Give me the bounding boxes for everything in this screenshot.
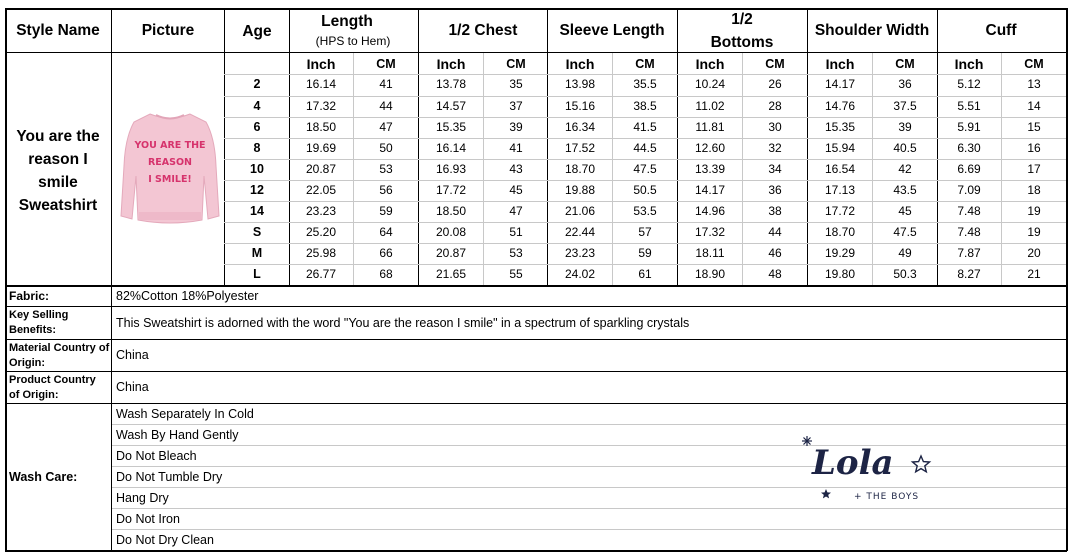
size-cell-len-in: 19.69 — [305, 141, 337, 155]
size-cell-bottom-in: 10.24 — [694, 77, 726, 91]
product-name-line: You are the — [16, 128, 100, 145]
wash-care-item: Wash Separately In Cold — [116, 407, 254, 421]
unit-cm: CM — [506, 57, 526, 71]
size-cell-bottom-cm: 28 — [768, 99, 782, 113]
size-cell-sleeve-cm: 53.5 — [633, 204, 657, 218]
size-cell-len-cm: 59 — [379, 204, 393, 218]
size-cell-cuff-in: 5.51 — [957, 99, 981, 113]
size-cell-len-in: 17.32 — [305, 99, 337, 113]
size-cell-chest-in: 13.78 — [435, 77, 467, 91]
size-cell-sleeve-cm: 61 — [638, 267, 652, 281]
size-cell-len-cm: 66 — [379, 246, 393, 260]
unit-cm: CM — [376, 57, 396, 71]
size-cell-len-cm: 47 — [379, 120, 393, 134]
size-cell-bottom-cm: 26 — [768, 77, 782, 91]
product-name-line: smile — [38, 174, 78, 191]
size-cell-cuff-cm: 13 — [1027, 77, 1041, 91]
size-age-cell: S — [252, 225, 262, 239]
star-outline-icon — [913, 456, 930, 472]
size-cell-chest-cm: 39 — [509, 120, 523, 134]
size-cell-sleeve-cm: 35.5 — [633, 77, 657, 91]
wash-care-item: Wash By Hand Gently — [116, 428, 239, 442]
size-cell-cuff-cm: 20 — [1027, 246, 1041, 260]
size-cell-cuff-cm: 19 — [1027, 204, 1041, 218]
size-cell-chest-in: 18.50 — [435, 204, 467, 218]
size-cell-len-in: 16.14 — [305, 77, 337, 91]
size-age-cell: 10 — [250, 162, 264, 176]
size-cell-sleeve-in: 17.52 — [564, 141, 596, 155]
product-name-line: reason I — [28, 151, 88, 168]
size-cell-shoulder-cm: 49 — [898, 246, 912, 260]
size-cell-shoulder-in: 16.54 — [824, 162, 856, 176]
size-age-cell: 4 — [253, 99, 261, 113]
size-age-cell: L — [253, 267, 261, 281]
wash-care-item: Do Not Bleach — [116, 449, 197, 463]
size-cell-shoulder-in: 18.70 — [824, 225, 856, 239]
size-cell-len-in: 22.05 — [305, 183, 337, 197]
header-cuff: Cuff — [985, 22, 1017, 39]
size-cell-shoulder-cm: 45 — [898, 204, 912, 218]
size-cell-cuff-cm: 17 — [1027, 162, 1041, 176]
size-cell-chest-in: 16.93 — [435, 162, 467, 176]
size-cell-bottom-in: 17.32 — [694, 225, 726, 239]
size-cell-bottom-in: 12.60 — [694, 141, 726, 155]
wash-care-label: Wash Care: — [9, 470, 78, 484]
size-cell-sleeve-in: 16.34 — [564, 120, 596, 134]
asterisk-icon — [802, 436, 812, 446]
size-age-cell: M — [251, 246, 263, 260]
logo-main-text: Lola — [812, 443, 894, 483]
size-cell-shoulder-in: 19.29 — [824, 246, 856, 260]
star-icon — [821, 489, 831, 498]
fabric-label: Fabric: — [9, 289, 50, 303]
size-cell-cuff-in: 5.12 — [957, 77, 981, 91]
size-cell-bottom-cm: 48 — [768, 267, 782, 281]
size-cell-chest-cm: 41 — [509, 141, 523, 155]
size-cell-cuff-cm: 18 — [1027, 183, 1041, 197]
size-cell-len-in: 25.20 — [305, 225, 337, 239]
size-cell-chest-cm: 37 — [509, 99, 523, 113]
size-cell-cuff-in: 6.30 — [957, 141, 981, 155]
size-cell-len-cm: 64 — [379, 225, 393, 239]
size-cell-len-cm: 44 — [379, 99, 393, 113]
key-selling-benefits-label: Key Selling Benefits: — [9, 309, 69, 336]
product-country-label: Product Country of Origin: — [9, 374, 96, 401]
size-cell-bottom-in: 14.96 — [694, 204, 726, 218]
size-cell-chest-in: 14.57 — [435, 99, 467, 113]
size-cell-len-cm: 68 — [379, 267, 393, 281]
size-cell-bottom-cm: 36 — [768, 183, 782, 197]
size-cell-sleeve-cm: 50.5 — [633, 183, 657, 197]
wash-care-item: Do Not Iron — [116, 512, 180, 526]
size-cell-chest-in: 15.35 — [435, 120, 467, 134]
size-cell-shoulder-cm: 47.5 — [893, 225, 917, 239]
header-shoulder-width: Shoulder Width — [814, 22, 930, 39]
size-cell-len-in: 25.98 — [305, 246, 337, 260]
size-cell-sleeve-in: 15.16 — [564, 99, 596, 113]
size-age-cell: 14 — [250, 204, 264, 218]
product-name-line: Sweatshirt — [18, 197, 98, 214]
size-age-cell: 2 — [253, 77, 261, 91]
size-cell-chest-in: 21.65 — [435, 267, 467, 281]
size-cell-len-in: 18.50 — [305, 120, 337, 134]
size-cell-cuff-cm: 14 — [1027, 99, 1041, 113]
size-cell-cuff-cm: 15 — [1027, 120, 1041, 134]
size-cell-bottom-in: 14.17 — [694, 183, 726, 197]
wash-care-item: Do Not Tumble Dry — [116, 470, 223, 484]
size-cell-sleeve-in: 24.02 — [564, 267, 596, 281]
header-length-sub: (HPS to Hem) — [315, 34, 391, 48]
unit-inch: Inch — [695, 56, 725, 72]
wash-care-item: Do Not Dry Clean — [116, 533, 214, 547]
material-country-label: Material Country of Origin: — [9, 342, 110, 369]
header-half-bottoms-2: Bottoms — [710, 34, 774, 51]
size-cell-sleeve-cm: 44.5 — [633, 141, 657, 155]
size-cell-bottom-in: 11.81 — [695, 120, 725, 134]
size-cell-shoulder-cm: 50.3 — [893, 267, 917, 281]
size-cell-sleeve-cm: 59 — [638, 246, 652, 260]
unit-inch: Inch — [565, 56, 595, 72]
size-age-cell: 6 — [253, 120, 261, 134]
size-cell-cuff-cm: 19 — [1027, 225, 1041, 239]
header-half-chest: 1/2 Chest — [448, 22, 518, 39]
size-cell-cuff-in: 8.27 — [957, 267, 981, 281]
size-cell-bottom-cm: 38 — [768, 204, 782, 218]
size-cell-len-cm: 50 — [379, 141, 393, 155]
size-cell-sleeve-in: 13.98 — [564, 77, 596, 91]
unit-cm: CM — [765, 57, 785, 71]
size-cell-shoulder-in: 15.35 — [824, 120, 856, 134]
size-cell-bottom-in: 18.90 — [694, 267, 726, 281]
size-cell-shoulder-in: 19.80 — [824, 267, 856, 281]
size-cell-chest-in: 20.87 — [435, 246, 467, 260]
unit-cm: CM — [895, 57, 915, 71]
size-cell-shoulder-in: 14.76 — [824, 99, 856, 113]
size-cell-sleeve-in: 18.70 — [564, 162, 596, 176]
size-cell-chest-in: 20.08 — [435, 225, 467, 239]
sweatshirt-body — [121, 114, 219, 223]
size-cell-chest-cm: 43 — [509, 162, 523, 176]
size-cell-bottom-cm: 30 — [768, 120, 782, 134]
garment-print-line: REASON — [147, 157, 193, 168]
size-cell-len-in: 26.77 — [305, 267, 337, 281]
key-selling-benefits-value: This Sweatshirt is adorned with the word "You are the reason I smile" in a spectrum of sparkling crystals — [116, 316, 690, 330]
wash-care-item: Hang Dry — [116, 491, 169, 505]
size-cell-len-cm: 56 — [379, 183, 393, 197]
unit-cm: CM — [1024, 57, 1044, 71]
sweatshirt-image — [120, 108, 220, 228]
size-cell-chest-in: 16.14 — [435, 141, 467, 155]
size-cell-cuff-in: 7.09 — [957, 183, 981, 197]
garment-print-line: I SMILE! — [148, 174, 192, 185]
size-cell-cuff-in: 6.69 — [957, 162, 981, 176]
size-cell-shoulder-cm: 37.5 — [893, 99, 917, 113]
header-age: Age — [242, 23, 272, 40]
size-cell-shoulder-in: 15.94 — [824, 141, 856, 155]
size-cell-chest-cm: 55 — [509, 267, 523, 281]
size-cell-bottom-cm: 44 — [768, 225, 782, 239]
size-cell-chest-in: 17.72 — [435, 183, 467, 197]
unit-cm: CM — [635, 57, 655, 71]
size-cell-bottom-cm: 34 — [768, 162, 782, 176]
size-age-cell: 12 — [250, 183, 264, 197]
size-cell-cuff-cm: 16 — [1027, 141, 1041, 155]
size-cell-bottom-in: 11.02 — [695, 99, 725, 113]
unit-inch: Inch — [954, 56, 984, 72]
size-cell-bottom-cm: 46 — [768, 246, 782, 260]
size-cell-shoulder-in: 14.17 — [824, 77, 856, 91]
unit-inch: Inch — [436, 56, 466, 72]
size-cell-len-in: 20.87 — [305, 162, 337, 176]
size-cell-bottom-in: 18.11 — [695, 246, 725, 260]
size-cell-sleeve-cm: 38.5 — [633, 99, 657, 113]
size-cell-cuff-cm: 21 — [1027, 267, 1041, 281]
size-cell-chest-cm: 45 — [509, 183, 523, 197]
size-cell-shoulder-cm: 39 — [898, 120, 912, 134]
size-cell-shoulder-cm: 40.5 — [893, 141, 917, 155]
size-cell-chest-cm: 53 — [509, 246, 523, 260]
material-country-value: China — [116, 348, 149, 362]
size-age-cell: 8 — [253, 141, 261, 155]
size-cell-sleeve-in: 23.23 — [564, 246, 596, 260]
header-picture: Picture — [141, 22, 195, 39]
size-cell-cuff-in: 7.48 — [957, 225, 981, 239]
fabric-value: 82%Cotton 18%Polyester — [116, 289, 259, 303]
size-cell-len-cm: 41 — [379, 77, 393, 91]
size-cell-sleeve-in: 19.88 — [564, 183, 596, 197]
size-cell-chest-cm: 35 — [509, 77, 523, 91]
size-cell-len-cm: 53 — [379, 162, 393, 176]
size-cell-sleeve-in: 21.06 — [564, 204, 596, 218]
size-cell-len-in: 23.23 — [305, 204, 337, 218]
garment-print-line: YOU ARE THE — [134, 140, 206, 151]
size-cell-cuff-in: 7.48 — [957, 204, 981, 218]
size-cell-chest-cm: 47 — [509, 204, 523, 218]
lola-logo — [798, 430, 938, 510]
size-cell-shoulder-cm: 43.5 — [893, 183, 917, 197]
unit-inch: Inch — [306, 56, 336, 72]
size-cell-shoulder-cm: 36 — [898, 77, 912, 91]
size-cell-cuff-in: 5.91 — [957, 120, 981, 134]
size-cell-sleeve-in: 22.44 — [564, 225, 596, 239]
size-cell-bottom-cm: 32 — [768, 141, 782, 155]
size-cell-shoulder-in: 17.13 — [824, 183, 856, 197]
logo-sub-text: + THE BOYS — [854, 492, 920, 502]
size-cell-shoulder-in: 17.72 — [824, 204, 856, 218]
header-style-name: Style Name — [16, 22, 100, 39]
header-length: Length — [321, 13, 373, 30]
size-cell-shoulder-cm: 42 — [898, 162, 912, 176]
size-cell-sleeve-cm: 47.5 — [633, 162, 657, 176]
size-cell-bottom-in: 13.39 — [694, 162, 726, 176]
header-half-bottoms-1: 1/2 — [731, 11, 753, 28]
header-sleeve-length: Sleeve Length — [559, 22, 665, 39]
size-cell-sleeve-cm: 41.5 — [633, 120, 657, 134]
product-style-name — [6, 125, 110, 217]
size-cell-cuff-in: 7.87 — [957, 246, 981, 260]
product-country-value: China — [116, 380, 149, 394]
size-cell-sleeve-cm: 57 — [638, 225, 652, 239]
unit-inch: Inch — [825, 56, 855, 72]
size-cell-chest-cm: 51 — [509, 225, 523, 239]
